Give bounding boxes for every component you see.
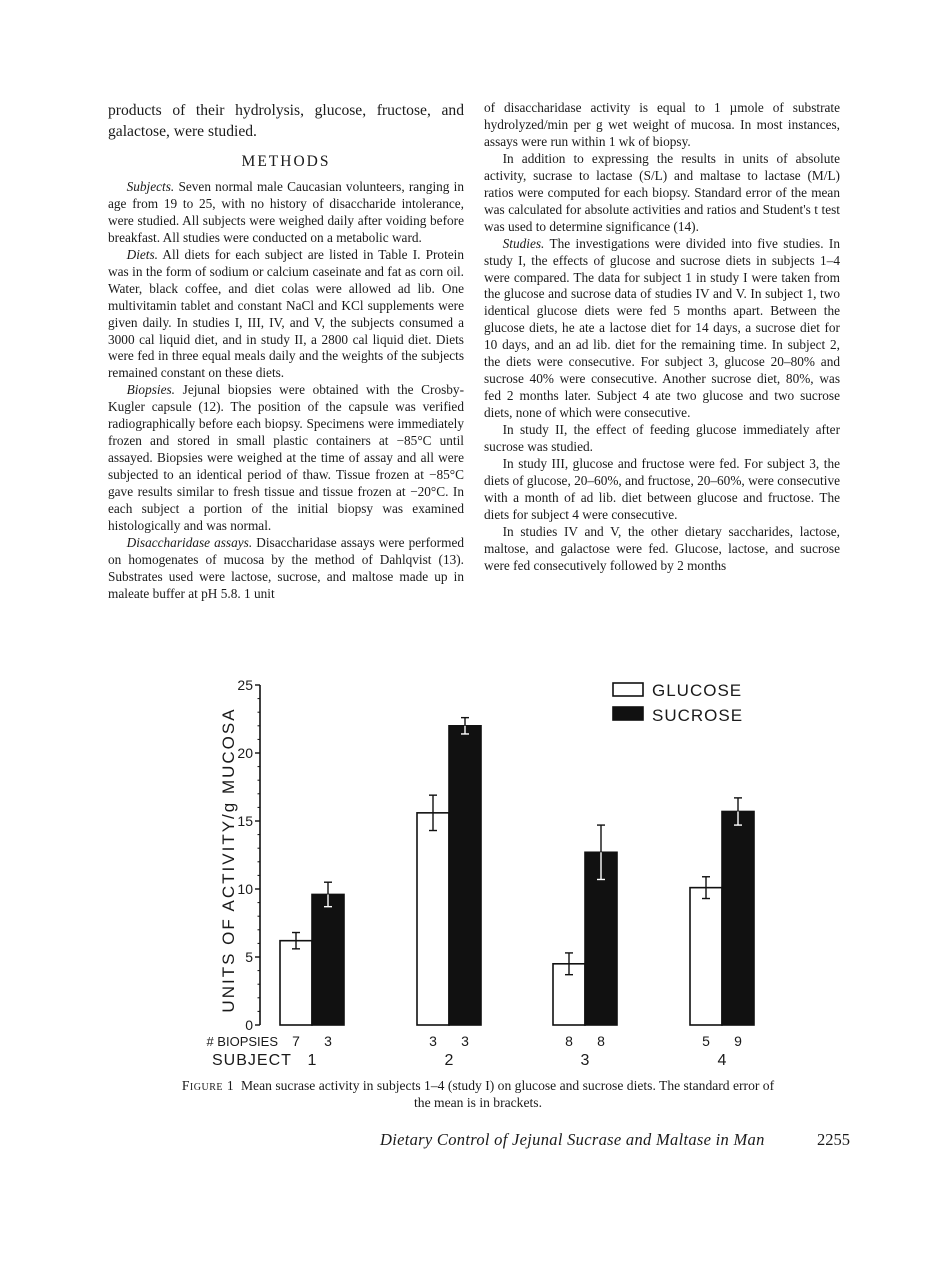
y-tick-label: 15 xyxy=(237,813,253,829)
bar-sucrose-subject-4 xyxy=(722,811,754,1025)
subject-axis-label: SUBJECT xyxy=(212,1052,292,1069)
y-tick-label: 0 xyxy=(245,1017,253,1033)
biopsy-count: 3 xyxy=(324,1033,332,1049)
study-three-paragraph: In study III, glucose and fructose were fed. For subject 3, the diets of glucose, 20–60%, and fructose, 20–60%, were consecutive with a month of ad lib. diet between glucose and fructose. The diets for subject 4 were consecutive. xyxy=(484,456,840,522)
biopsy-count: 5 xyxy=(702,1033,710,1049)
y-tick-label: 5 xyxy=(245,949,253,965)
subjects-text: Seven normal male Caucasian volunteers, ranging in age from 19 to 25, with no history of disaccharide intolerance, were studied. All subjects were weighed daily after voiding before breakfast. All studies were conducted on a metabolic ward. xyxy=(108,178,465,245)
right-column xyxy=(484,100,840,575)
bar-glucose-subject-1 xyxy=(280,941,312,1025)
subjects-paragraph xyxy=(108,179,464,247)
biopsy-count: 3 xyxy=(461,1033,469,1049)
subject-number: 4 xyxy=(717,1052,727,1069)
methods-heading: METHODS xyxy=(241,153,331,170)
activity-unit-paragraph: of disaccharidase activity is equal to 1 µmole of substrate hydrolyzed/min per g wet weight of mucosa. In most instances, assays were run within 1 wk of biopsy. xyxy=(484,100,840,149)
studies-run-in-head: Studies. xyxy=(502,235,545,251)
bar-glucose-subject-2 xyxy=(417,813,449,1025)
figure-label: Figure 1 xyxy=(181,1078,235,1093)
legend-label-glucose: GLUCOSE xyxy=(652,681,743,700)
running-title: Dietary Control of Jejunal Sucrase and Maltase in Man xyxy=(380,1130,765,1149)
page-footer xyxy=(380,1130,850,1150)
biopsy-count: 8 xyxy=(597,1033,605,1049)
diets-paragraph xyxy=(108,247,464,383)
biopsies-paragraph xyxy=(108,382,464,535)
y-tick-label: 25 xyxy=(237,677,253,693)
studies-text: The investigations were divided into five studies. In study I, the effects of glucose and sucrose diets in subjects 1–4 were compared. The data for subject 1 in study I were taken from the glucose and sucrose data of studies IV and V. In subject 1, two identical glucose diets were fed 5 months apart. Between the glucose diets, he ate a lactose diet for 14 days, a sucrose diet for 10 days, and an ad lib. diet for the remaining time. In subject 2, the diets were consecutive. For subject 3, glucose 20–80% and sucrose 40% were consecutive. Another sucrose diet, 80%, was fed 2 months later. Subject 4 ate two glucose and two sucrose diets, none of which were consecutive. xyxy=(484,235,840,421)
figure-caption-text: Mean sucrase activity in subjects 1–4 (study I) on glucose and sucrose diets. The standard error of the mean is in brackets. xyxy=(240,1078,775,1110)
biopsy-count: 8 xyxy=(565,1033,573,1049)
y-axis-label: UNITS OF ACTIVITY/g MUCOSA xyxy=(219,707,238,1013)
study-four-five-paragraph: In studies IV and V, the other dietary saccharides, lactose, maltose, and galactose were fed. Glucose, lactose, and sucrose were fed consecutively followed by 2 months xyxy=(484,523,840,573)
legend-label-sucrose: SUCROSE xyxy=(652,706,744,725)
biopsies-run-in-head: Biopsies. xyxy=(126,382,175,398)
legend xyxy=(613,681,743,725)
assays-run-in-head: Disaccharidase assays. xyxy=(126,534,253,550)
y-tick-label: 10 xyxy=(237,881,253,897)
subject-number: 3 xyxy=(580,1052,590,1069)
figure-caption xyxy=(180,1077,776,1111)
ratios-paragraph: In addition to expressing the results in units of absolute activity, sucrase to lactase (S/L) and maltase to lactase (M/L) ratios were computed for each biopsy. Standard error of the mean was calculated for absolute activities and ratios and Student's t test was used to determine significance (14). xyxy=(484,150,840,234)
page-number: 2255 xyxy=(817,1130,850,1149)
studies-paragraph xyxy=(484,236,840,422)
study-two-paragraph: In study II, the effect of feeding glucose immediately after sucrose was studied. xyxy=(484,422,840,455)
bar-chart xyxy=(200,672,780,1077)
bar-glucose-subject-4 xyxy=(690,888,722,1025)
biopsies-text: Jejunal biopsies were obtained with the Crosby-Kugler capsule (12). The position of the capsule was verified radiographically before each biopsy. Specimens were immediately frozen and stored in small plastic containers at −85°C until assayed. Biopsies were weighed at the time of assay and all were subjected to an identical period of thaw. Tissue frozen at −85°C gave results similar to fresh tissue and tissue frozen at −20°C. In each subject a portion of the initial biopsy was examined histologically and was normal. xyxy=(108,382,465,534)
lead-paragraph: products of their hydrolysis, glucose, fructose, and galactose, were studied. xyxy=(108,102,464,140)
biopsy-count: 3 xyxy=(429,1033,437,1049)
biopsy-count: 9 xyxy=(734,1033,742,1049)
subject-number: 2 xyxy=(444,1052,454,1069)
biopsy-count: 7 xyxy=(292,1033,300,1049)
diets-run-in-head: Diets. xyxy=(126,246,159,262)
assays-text: Disaccharidase assays were performed on homogenates of mucosa by the method of Dahlqvist (13). Substrates used were lactose, sucrose, and maltose made up in maleate buffer at pH 5.8. 1 unit xyxy=(108,534,464,601)
bar-sucrose-subject-2 xyxy=(449,726,481,1025)
subjects-run-in-head: Subjects. xyxy=(126,178,175,194)
legend-swatch-glucose xyxy=(613,683,643,696)
left-column xyxy=(108,100,464,603)
diets-text: All diets for each subject are listed in Table I. Protein was in the form of sodium or calcium caseinate and fat as corn oil. Water, black coffee, and diet colas were allowed ad lib. One multivitamin tablet and constant NaCl and KCl supplements were given daily. In studies I, III, IV, and V, the subjects consumed a 3000 cal liquid diet, and in study II, a 2800 cal liquid diet. Diets were fed in three equal meals daily and the weights of the subjects remained constant on these diets. xyxy=(108,246,465,381)
biopsies-row-label: # BIOPSIES xyxy=(206,1034,278,1049)
y-tick-label: 20 xyxy=(237,745,253,761)
assays-paragraph xyxy=(108,535,464,603)
figure-1 xyxy=(200,672,780,1077)
subject-number: 1 xyxy=(307,1052,317,1069)
legend-swatch-sucrose xyxy=(613,707,643,720)
bar-sucrose-subject-1 xyxy=(312,894,344,1025)
